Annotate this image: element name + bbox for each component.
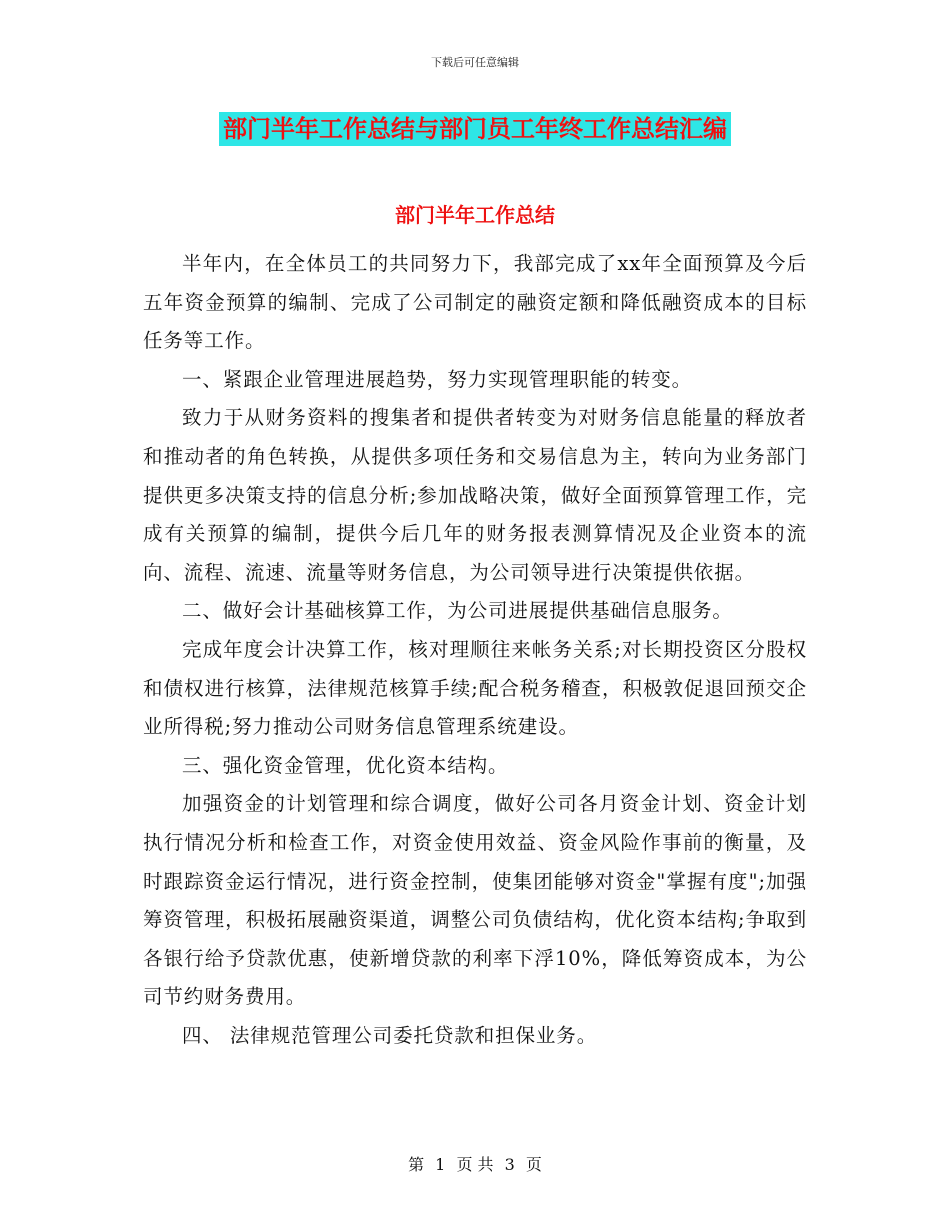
paragraph-intro: 半年内，在全体员工的共同努力下，我部完成了xx年全面预算及今后五年资金预算的编制、完成了公司制定的融资定额和降低融资成本的目标任务等工作。 (143, 252, 807, 353)
heading-point-4: 四、 法律规范管理公司委托贷款和担保业务。 (182, 1023, 598, 1047)
footer-prefix: 第 (408, 1155, 425, 1174)
footer-total-pages: 3 (504, 1155, 515, 1174)
heading-point-2: 二、做好会计基础核算工作，为公司进展提供基础信息服务。 (182, 599, 733, 623)
header-note: 下载后可任意编辑 (431, 56, 519, 69)
footer-suffix: 页 (525, 1155, 542, 1174)
document-body (143, 245, 807, 1055)
paragraph-point-3: 加强资金的计划管理和综合调度，做好公司各月资金计划、资金计划执行情况分析和检查工作，对资金使用效益、资金风险作事前的衡量，及时跟踪资金运行情况，进行资金控制，使集团能够对资金"掌握有度";加强筹资管理，积极拓展融资渠道，调整公司负债结构，优化资本结构;争取到各银行给予贷款优惠，使新增贷款的利率下浮10%，降低筹资成本，为公司节约财务费用。 (143, 792, 807, 1009)
page-footer (0, 1152, 950, 1175)
footer-middle: 页 共 (456, 1155, 494, 1174)
heading-point-1: 一、紧跟企业管理进展趋势，努力实现管理职能的转变。 (182, 367, 693, 391)
document-title: 部门半年工作总结与部门员工年终工作总结汇编 (219, 112, 731, 146)
footer-page-number: 1 (435, 1155, 446, 1174)
paragraph-point-1: 致力于从财务资料的搜集者和提供者转变为对财务信息能量的释放者和推动者的角色转换，从提供多项任务和交易信息为主，转向为业务部门提供更多决策支持的信息分析;参加战略决策，做好全面预算管理工作，完成有关预算的编制，提供今后几年的财务报表测算情况及企业资本的流向、流程、流速、流量等财务信息，为公司领导进行决策提供依据。 (143, 406, 807, 584)
document-title-container (0, 112, 950, 146)
paragraph-point-2: 完成年度会计决算工作，核对理顺往来帐务关系;对长期投资区分股权和债权进行核算，法律规范核算手续;配合税务稽查，积极敦促退回预交企业所得税;努力推动公司财务信息管理系统建设。 (143, 637, 807, 739)
heading-point-3: 三、强化资金管理，优化资本结构。 (182, 753, 509, 777)
section-title: 部门半年工作总结 (395, 203, 555, 227)
